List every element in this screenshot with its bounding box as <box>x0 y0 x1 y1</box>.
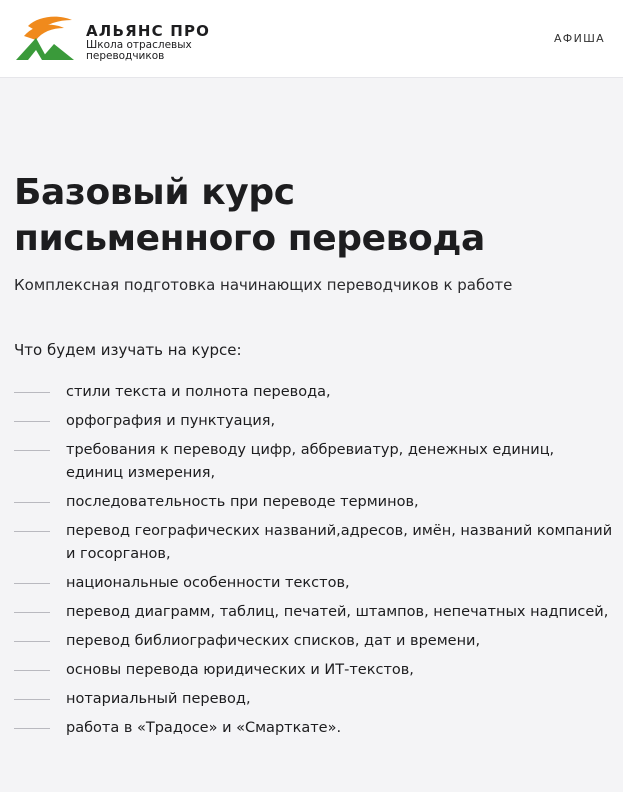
dash-bullet-icon <box>14 502 50 503</box>
site-header <box>0 0 623 78</box>
topics-list <box>14 381 614 746</box>
alliance-pro-logo[interactable] <box>14 14 78 62</box>
topic-text: последовательность при переводе терминов, <box>66 494 419 510</box>
dash-bullet-icon <box>14 421 50 422</box>
dash-bullet-icon <box>14 583 50 584</box>
topics-heading: Что будем изучать на курсе: <box>14 341 242 359</box>
topic-text: перевод диаграмм, таблиц, печатей, штампов, непечатных надписей, <box>66 604 609 620</box>
dash-bullet-icon <box>14 450 50 451</box>
dash-bullet-icon <box>14 728 50 729</box>
topic-item <box>14 381 614 404</box>
topic-item <box>14 659 614 682</box>
dash-bullet-icon <box>14 531 50 532</box>
topic-text: стили текста и полнота перевода, <box>66 384 331 400</box>
brand-name[interactable]: АЛЬЯНС ПРО <box>86 22 211 40</box>
topic-text: перевод географических названий,адресов, имён, названий компаний и госорганов, <box>66 523 613 562</box>
topic-text: основы перевода юридических и ИТ-текстов, <box>66 662 414 678</box>
dash-bullet-icon <box>14 392 50 393</box>
dash-bullet-icon <box>14 699 50 700</box>
topic-text: нотариальный перевод, <box>66 691 251 707</box>
topic-text: перевод библиографических списков, дат и времени, <box>66 633 481 649</box>
topic-item <box>14 601 614 624</box>
topic-item <box>14 688 614 711</box>
page-subtitle: Комплексная подготовка начинающих переводчиков к работе <box>14 276 513 294</box>
dash-bullet-icon <box>14 612 50 613</box>
topic-item <box>14 572 614 595</box>
topic-item <box>14 630 614 653</box>
topic-text: национальные особенности текстов, <box>66 575 350 591</box>
brand-tagline: Школа отраслевых переводчиков <box>86 39 192 62</box>
title-line-1: Базовый курс <box>14 172 295 213</box>
dash-bullet-icon <box>14 670 50 671</box>
topic-item <box>14 491 614 514</box>
nav-link-afisha[interactable]: АФИША <box>553 32 605 45</box>
dash-bullet-icon <box>14 641 50 642</box>
page-title <box>14 170 614 262</box>
title-highlight <box>14 170 295 216</box>
topic-item <box>14 520 614 566</box>
topic-text: работа в «Традосе» и «Смарткате». <box>66 720 342 736</box>
topic-text: требования к переводу цифр, аббревиатур, денежных единиц, единиц измерения, <box>66 442 555 481</box>
title-line-2: письменного перевода <box>14 218 485 259</box>
topic-item <box>14 439 614 485</box>
topic-text: орфография и пунктуация, <box>66 413 276 429</box>
topic-item <box>14 410 614 433</box>
topic-item <box>14 717 614 740</box>
